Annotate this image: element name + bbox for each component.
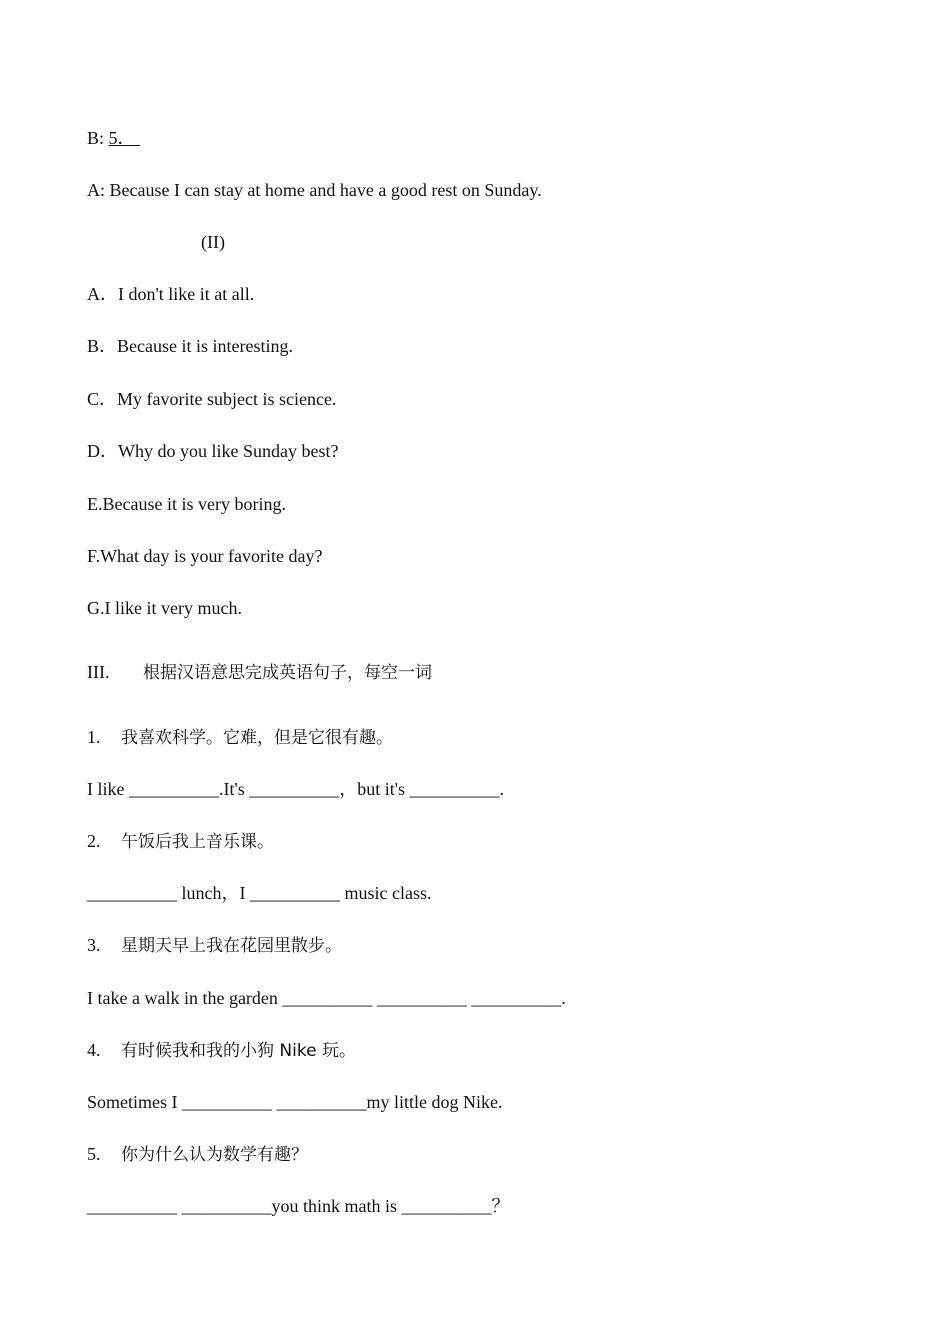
question-3-english: I take a walk in the garden __________ __________ __________. bbox=[87, 988, 566, 1008]
question-1-english: I like __________.It's __________，but it's __________. bbox=[87, 779, 504, 799]
part3-instruction: 根据汉语意思完成英语句子，每空一词 bbox=[143, 663, 432, 683]
question-number: 3. bbox=[87, 935, 101, 955]
question-number: 1. bbox=[87, 727, 101, 747]
question-3-chinese bbox=[87, 934, 342, 957]
question-4-english: Sometimes I __________ __________my little dog Nike. bbox=[87, 1092, 503, 1112]
dialogue-a-line: A: Because I can stay at home and have a good rest on Sunday. bbox=[87, 180, 542, 200]
dialogue-b-line bbox=[87, 127, 140, 149]
question-5-english: __________ __________you think math is __________？ bbox=[87, 1196, 510, 1216]
speaker-b-label: B: bbox=[87, 128, 109, 148]
part3-number: III. bbox=[87, 662, 110, 682]
question-number: 5. bbox=[87, 1144, 101, 1164]
part3-heading bbox=[87, 661, 432, 684]
option-b: B．Because it is interesting. bbox=[87, 336, 293, 356]
part2-heading: (II) bbox=[201, 232, 225, 252]
chinese-prompt: 你为什么认为数学有趣？ bbox=[121, 1145, 308, 1165]
chinese-prompt: 午饭后我上音乐课。 bbox=[121, 832, 274, 852]
question-2-chinese bbox=[87, 830, 274, 853]
option-c: C．My favorite subject is science. bbox=[87, 389, 337, 409]
option-a: A．I don't like it at all. bbox=[87, 284, 255, 304]
question-2-english: __________ lunch，I __________ music class. bbox=[87, 883, 432, 903]
question-5-chinese bbox=[87, 1143, 308, 1166]
option-e: E.Because it is very boring. bbox=[87, 494, 286, 514]
option-g: G.I like it very much. bbox=[87, 598, 242, 618]
chinese-prompt: 有时候我和我的小狗 Nike 玩。 bbox=[121, 1041, 356, 1061]
answer-blank-5: 5． bbox=[108, 128, 136, 148]
chinese-prompt: 星期天早上我在花园里散步。 bbox=[121, 936, 342, 956]
chinese-prompt: 我喜欢科学。它难，但是它很有趣。 bbox=[121, 728, 393, 748]
question-number: 4. bbox=[87, 1040, 101, 1060]
question-1-chinese bbox=[87, 726, 393, 749]
option-d: D．Why do you like Sunday best? bbox=[87, 441, 339, 461]
question-4-chinese bbox=[87, 1039, 356, 1062]
option-f: F.What day is your favorite day? bbox=[87, 546, 323, 566]
question-number: 2. bbox=[87, 831, 101, 851]
